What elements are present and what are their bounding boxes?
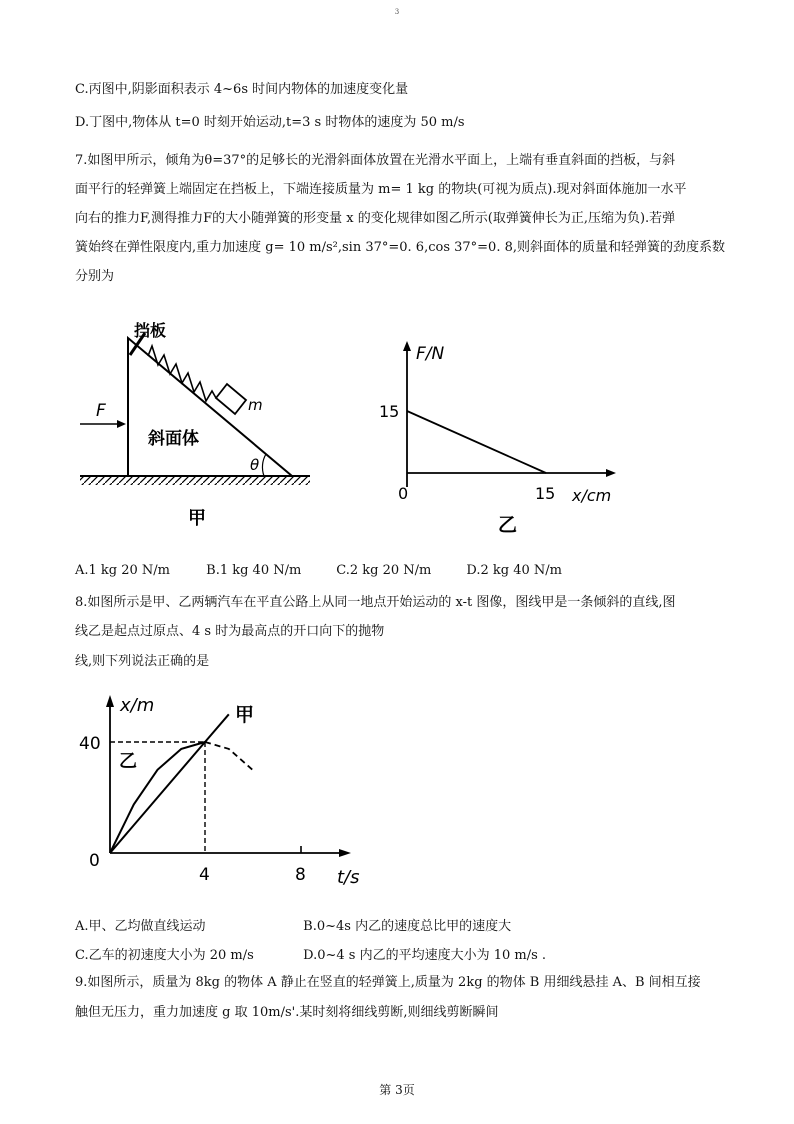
y-axis-arrow bbox=[403, 341, 411, 351]
q8-line-3: 线,则下列说法正确的是 bbox=[75, 654, 210, 669]
series-yi-dashed bbox=[205, 742, 253, 770]
mass-label: m bbox=[248, 396, 263, 414]
q7-option-c: C.2 kg 20 N/m bbox=[336, 563, 432, 578]
y-axis-arrow bbox=[106, 695, 114, 707]
q9-line-2: 触但无压力，重力加速度 g 取 10m/s'.某时刻将细线剪断,则细线剪断瞬间 bbox=[75, 1005, 499, 1020]
force-arrowhead bbox=[117, 420, 126, 428]
q7-line-2: 面平行的轻弹簧上端固定在挡板上，下端连接质量为 m= 1 kg 的物块(可视为质点).现对斜面体施加一水平 bbox=[75, 182, 687, 197]
q7-line-4: 簧始终在弹性限度内,重力加速度 g= 10 m/s²,sin 37°=0. 6,cos 37°=0. 8,则斜面体的质量和轻弹簧的劲度系数 bbox=[75, 240, 726, 255]
q8-option-d: D.0~4 s 内乙的平均速度大小为 10 m/s . bbox=[303, 948, 547, 963]
y-tick-40: 40 bbox=[79, 734, 101, 754]
q6-option-c: C.丙图中,阴影面积表示 4~6s 时间内物体的加速度变化量 bbox=[75, 82, 409, 97]
x-tick-8: 8 bbox=[295, 865, 306, 885]
q8-option-c: C.乙车的初速度大小为 20 m/s bbox=[75, 948, 254, 963]
spring bbox=[148, 346, 216, 401]
q8-line-1: 8.如图所示是甲、乙两辆汽车在平直公路上从同一地点开始运动的 x-t 图像，图线甲是一条倾斜的直线,图 bbox=[75, 595, 676, 610]
baffle-label: 挡板 bbox=[134, 321, 167, 340]
q8-line-2: 线乙是起点过原点、4 s 时为最高点的开口向下的抛物 bbox=[75, 624, 385, 639]
figure-jia bbox=[70, 308, 320, 533]
block-m bbox=[216, 384, 246, 414]
figure-yi-caption: 乙 bbox=[498, 514, 518, 535]
q7-option-b: B.1 kg 40 N/m bbox=[206, 563, 302, 578]
x-axis-arrow bbox=[606, 469, 616, 477]
angle-arc bbox=[262, 454, 266, 476]
force-line bbox=[407, 411, 546, 473]
q8-option-a: A.甲、乙均做直线运动 bbox=[75, 919, 206, 934]
q8-option-b: B.0~4s 内乙的速度总比甲的速度大 bbox=[303, 919, 512, 934]
origin-label: 0 bbox=[89, 851, 100, 871]
q7-line-1: 7.如图甲所示，倾角为θ=37°的足够长的光滑斜面体放置在光滑水平面上，上端有垂直斜面的挡板，与斜 bbox=[75, 153, 676, 168]
incline-body-label: 斜面体 bbox=[148, 429, 199, 449]
y-axis-label: F/N bbox=[416, 344, 445, 364]
series-jia-line bbox=[110, 714, 229, 853]
label-yi: 乙 bbox=[119, 751, 137, 772]
incline-triangle bbox=[128, 338, 292, 476]
q7-stem bbox=[75, 146, 725, 291]
x-tick-4: 4 bbox=[199, 865, 210, 885]
label-jia: 甲 bbox=[235, 704, 255, 726]
q7-line-5: 分别为 bbox=[75, 269, 115, 284]
x-axis-label: x/cm bbox=[572, 486, 612, 505]
page-marker: 3 bbox=[394, 8, 400, 16]
angle-label: θ bbox=[250, 456, 260, 474]
q7-options bbox=[75, 563, 562, 578]
q7-line-3: 向右的推力F,测得推力F的大小随弹簧的形变量 x 的变化规律如图乙所示(取弹簧伸长为正,压缩为负).若弹 bbox=[75, 211, 676, 226]
x-axis-arrow bbox=[339, 849, 351, 857]
force-label: F bbox=[96, 401, 106, 421]
y-tick-label: 15 bbox=[379, 402, 400, 421]
x-tick-label: 15 bbox=[535, 484, 556, 503]
figure-jia-caption: 甲 bbox=[188, 508, 206, 529]
origin-label: 0 bbox=[398, 484, 409, 503]
q9-line-1: 9.如图所示，质量为 8kg 的物体 A 静止在竖直的轻弹簧上,质量为 2kg 的物体 B 用细线悬挂 A、B 间相互接 bbox=[75, 975, 701, 990]
q8-options-row2 bbox=[75, 944, 546, 963]
page-footer: 第 3页 bbox=[379, 1083, 415, 1097]
figure-yi bbox=[370, 335, 640, 535]
q7-option-a: A.1 kg 20 N/m bbox=[75, 563, 171, 578]
ground-hatch bbox=[80, 476, 310, 485]
xt-graph bbox=[75, 683, 375, 893]
x-axis-label: t/s bbox=[337, 867, 360, 888]
q7-option-d: D.2 kg 40 N/m bbox=[466, 563, 563, 578]
y-axis-label: x/m bbox=[120, 695, 155, 716]
q6-option-d: D.丁图中,物体从 t=0 时刻开始运动,t=3 s 时物体的速度为 50 m/s bbox=[75, 115, 465, 130]
q8-options-row1 bbox=[75, 915, 511, 934]
